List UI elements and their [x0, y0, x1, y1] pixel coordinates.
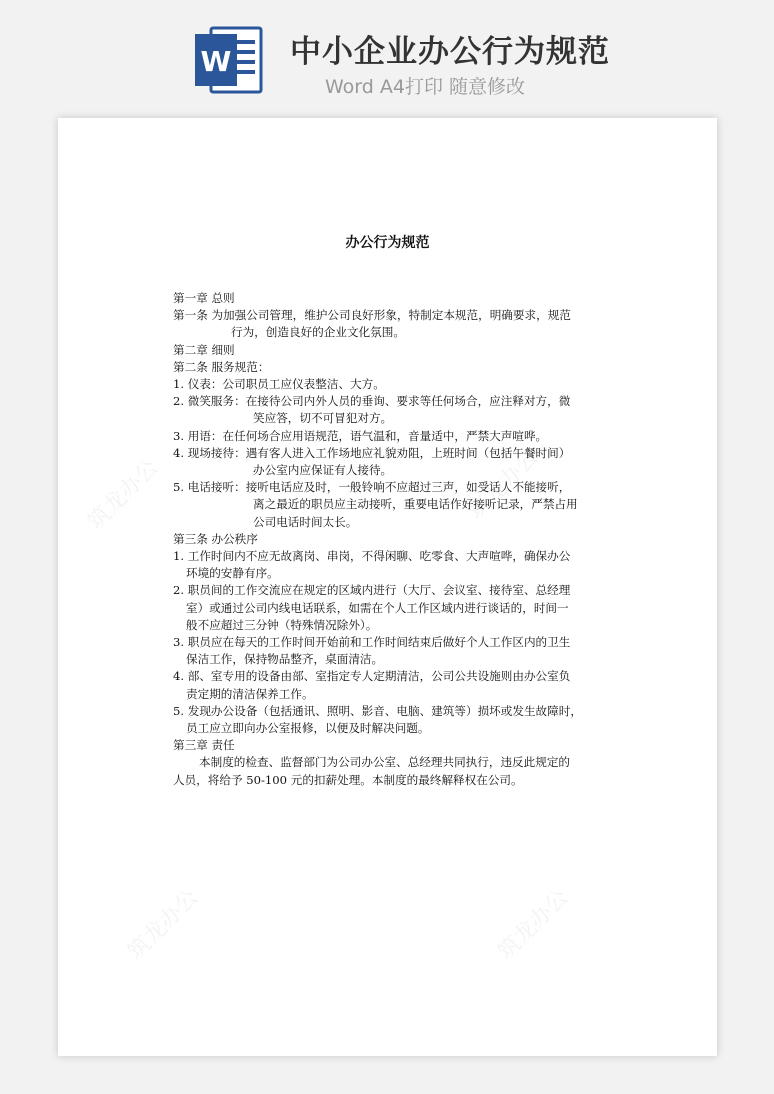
document-line: 第二条 服务规范： [173, 359, 270, 374]
document-line: 办公室内应保证有人接待。 [253, 463, 393, 478]
document-line: 公司电话时间太长。 [253, 514, 358, 529]
document-line: 第二章 细则 [173, 342, 235, 357]
document-line: 行为，创造良好的企业文化氛围。 [231, 325, 405, 340]
word-document-icon [193, 24, 265, 96]
document-line: 员工应立即向办公室报修，以便及时解决问题。 [186, 721, 430, 736]
watermark: 筑龙办公 [493, 884, 574, 965]
document-line: 第三条 办公秩序 [173, 531, 258, 546]
document-page [58, 118, 717, 1056]
document-line: 1. 仪表：公司职员工应仪表整洁、大方。 [173, 377, 385, 392]
document-title: 办公行为规范 [345, 235, 430, 251]
document-line: 第一条 为加强公司管理，维护公司良好形象，特制定本规范，明确要求，规范 [173, 308, 571, 323]
document-line: 4. 现场接待：遇有客人进入工作场地应礼貌劝阻，上班时间（包括午餐时间） [173, 445, 571, 460]
word-icon-letter: W [200, 45, 232, 78]
document-body [173, 290, 603, 789]
document-line: 环境的安静有序。 [186, 566, 279, 581]
document-line: 室）或通过公司内线电话联系，如需在个人工作区域内进行谈话的，时间一 [186, 600, 569, 615]
watermark: 筑龙办公 [463, 444, 544, 525]
document-line: 人员，将给予 50-100 元的扣薪处理。本制度的最终解释权在公司。 [173, 772, 523, 787]
page-header [0, 0, 774, 118]
document-line: 1. 工作时间内不应无故离岗、串岗，不得闲聊、吃零食、大声喧哗，确保办公 [173, 549, 571, 564]
document-line: 第三章 责任 [173, 738, 235, 753]
document-line: 般不应超过三分钟（特殊情况除外）。 [186, 617, 378, 632]
page-title: 中小企业办公行为规范 [290, 34, 610, 70]
document-line: 责定期的清洁保养工作。 [186, 686, 314, 701]
document-line: 5. 发现办公设备（包括通讯、照明、影音、电脑、建筑等）损坏或发生故障时， [173, 703, 582, 718]
page-subtitle: Word A4打印 随意修改 [325, 76, 526, 98]
document-line: 3. 用语：在任何场合应用语规范，语气温和，音量适中，严禁大声喧哗。 [173, 428, 548, 443]
document-line: 第一章 总则 [173, 291, 235, 305]
document-line: 笑应答，切不可冒犯对方。 [253, 411, 393, 426]
document-line: 2. 职员间的工作交流应在规定的区域内进行（大厅、会议室、接待室、总经理 [173, 583, 571, 598]
watermark: 筑龙办公 [123, 884, 204, 965]
document-line: 3. 职员应在每天的工作时间开始前和工作时间结束后做好个人工作区内的卫生 [173, 635, 571, 650]
document-line: 4. 部、室专用的设备由部、室指定专人定期清洁，公司公共设施则由办公室负 [173, 669, 571, 684]
watermark: 筑龙办公 [83, 454, 164, 535]
document-line: 本制度的检查、监督部门为公司办公室、总经理共同执行，违反此规定的 [199, 755, 571, 770]
document-line: 5. 电话接听：接听电话应及时，一般铃响不应超过三声，如受话人不能接听， [173, 480, 571, 495]
document-line: 保洁工作，保持物品整齐，桌面清洁。 [186, 652, 384, 667]
document-line: 2. 微笑服务：在接待公司内外人员的垂询、要求等任何场合，应注释对方，微 [173, 394, 571, 409]
document-line: 离之最近的职员应主动接听，重要电话作好接听记录，严禁占用 [253, 497, 578, 512]
